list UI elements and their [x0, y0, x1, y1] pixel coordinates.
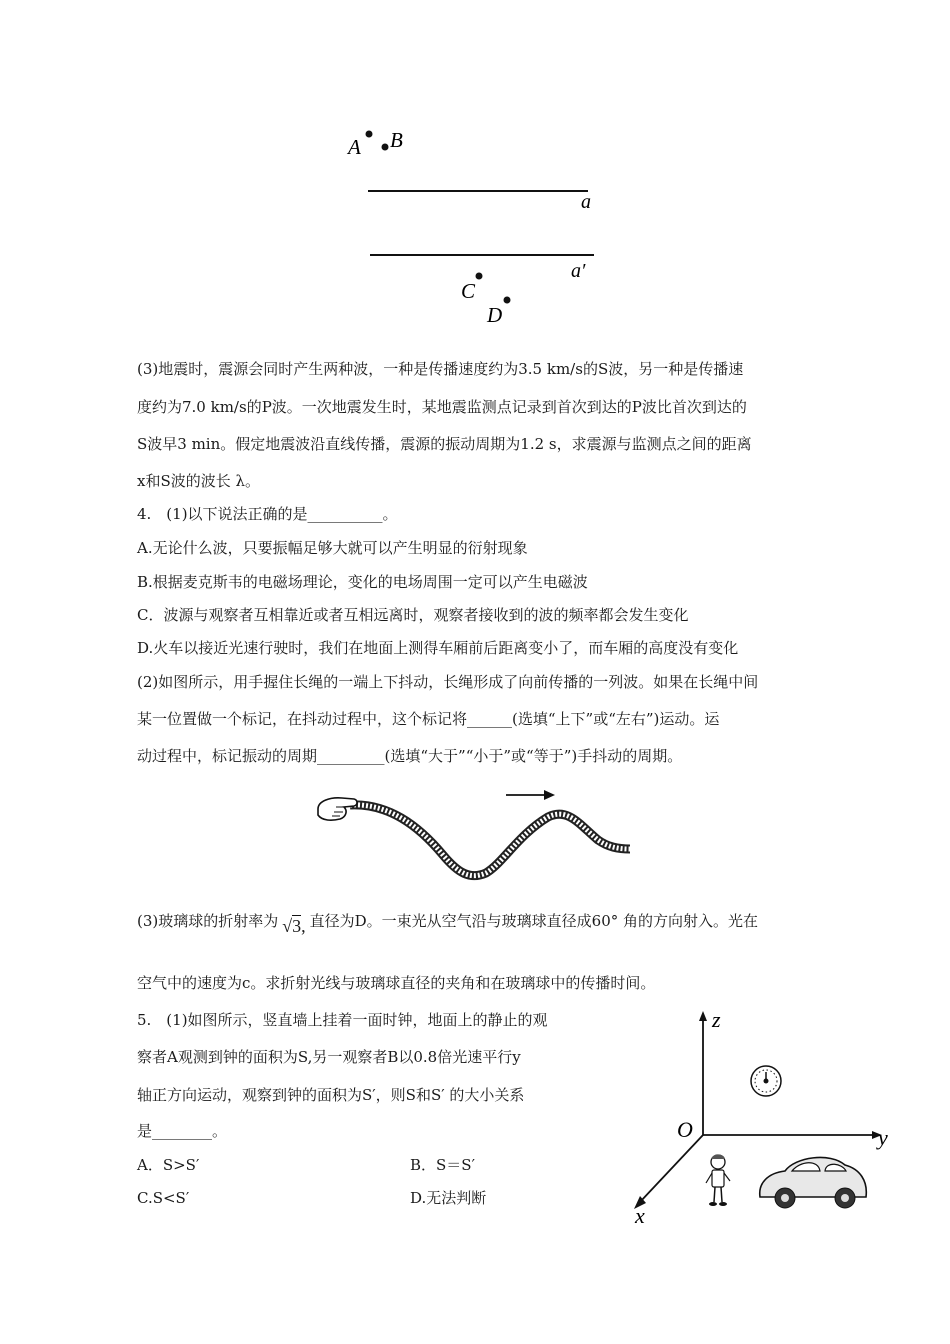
sqrt-radicand: 3: [292, 916, 302, 936]
figure-rope-wave: [308, 785, 638, 890]
q5-option-d: D.无法判断: [410, 1189, 487, 1207]
figure-axes-clock-car: [620, 1005, 910, 1230]
q5-line-4: 是________。: [137, 1122, 228, 1140]
point-d-dot: [504, 297, 511, 304]
q4-part3-line-2: 空气中的速度为c。求折射光线与玻璃球直径的夹角和在玻璃球中的传播时间。: [137, 974, 656, 992]
sqrt3-expression: √3,: [282, 916, 306, 936]
q3-3-line-4: x和S波的波长 λ。: [137, 472, 261, 490]
radical-icon: √: [282, 916, 293, 936]
label-a-point: A: [348, 135, 361, 159]
q4-part2-line-1: (2)如图所示，用手握住长绳的一端上下抖动，长绳形成了向前传播的一列波。如果在长绳中间: [137, 673, 759, 691]
label-z: z: [712, 1007, 721, 1032]
z-arrowhead-icon: [699, 1011, 707, 1021]
q4-stem: 4. (1)以下说法正确的是__________。: [137, 505, 398, 523]
arrow-icon: [506, 790, 555, 800]
q4-part3-text-a: (3)玻璃球的折射率为: [137, 912, 279, 930]
x-axis: [640, 1135, 703, 1202]
q4-part2-line-3: 动过程中，标记振动的周期_________(选填“大于”“小于”或“等于”)手抖动的周期。: [137, 747, 683, 765]
q3-3-line-2: 度约为7.0 km/s的P波。一次地震发生时，某地震监测点记录到首次到达的P波比首次到达的: [137, 398, 747, 416]
label-origin: O: [677, 1117, 693, 1142]
label-c-point: C: [461, 279, 476, 303]
q4-option-a: A.无论什么波，只要振幅足够大就可以产生明显的衍射现象: [137, 539, 528, 557]
q5-line-3: 轴正方向运动，观察到钟的面积为S′，则S和S′ 的大小关系: [137, 1086, 525, 1104]
label-line-a-prime: a′: [571, 260, 586, 282]
point-a-dot: [366, 131, 373, 138]
figure-parallel-lines: [340, 120, 610, 330]
q5-line-2: 察者A观测到钟的面积为S,另一观察者B以0.8倍光速平行y: [137, 1048, 521, 1066]
q5-option-b: B．S＝S′: [410, 1156, 475, 1174]
clock-icon: [751, 1066, 781, 1096]
car-icon: [760, 1157, 867, 1208]
q5-line-1: 5. (1)如图所示，竖直墙上挂着一面时钟，地面上的静止的观: [137, 1011, 548, 1029]
q4-part3-text-b: 直径为D。一束光从空气沿与玻璃球直径成60° 角的方向射入。光在: [309, 912, 759, 930]
q4-part2-line-2: 某一位置做一个标记，在抖动过程中，这个标记将______(选填“上下”或“左右”)运动。运: [137, 710, 720, 728]
label-y: y: [878, 1125, 888, 1150]
q5-option-c: C.S<S′: [137, 1189, 190, 1207]
q4-part3-line-1: [137, 910, 759, 936]
point-c-dot: [476, 273, 483, 280]
point-b-dot: [382, 144, 389, 151]
q3-3-line-1: (3)地震时，震源会同时产生两种波，一种是传播速度约为3.5 km/s的S波，另一种是传播速: [137, 360, 744, 378]
q5-option-a: A．S>S′: [137, 1156, 200, 1174]
person-icon: [706, 1155, 730, 1207]
q3-3-line-3: S波早3 min。假定地震波沿直线传播，震源的振动周期为1.2 s，求震源与监测点之间的距离: [137, 435, 752, 453]
label-line-a: a: [581, 191, 591, 213]
label-x: x: [635, 1203, 645, 1228]
q4-option-b: B.根据麦克斯韦的电磁场理论，变化的电场周围一定可以产生电磁波: [137, 573, 588, 591]
label-d-point: D: [487, 303, 503, 327]
q4-option-c: C．波源与观察者互相靠近或者互相远离时，观察者接收到的波的频率都会发生变化: [137, 606, 689, 624]
q4-option-d: D.火车以接近光速行驶时，我们在地面上测得车厢前后距离变小了，而车厢的高度没有变化: [137, 639, 739, 657]
label-b-point: B: [390, 128, 403, 152]
